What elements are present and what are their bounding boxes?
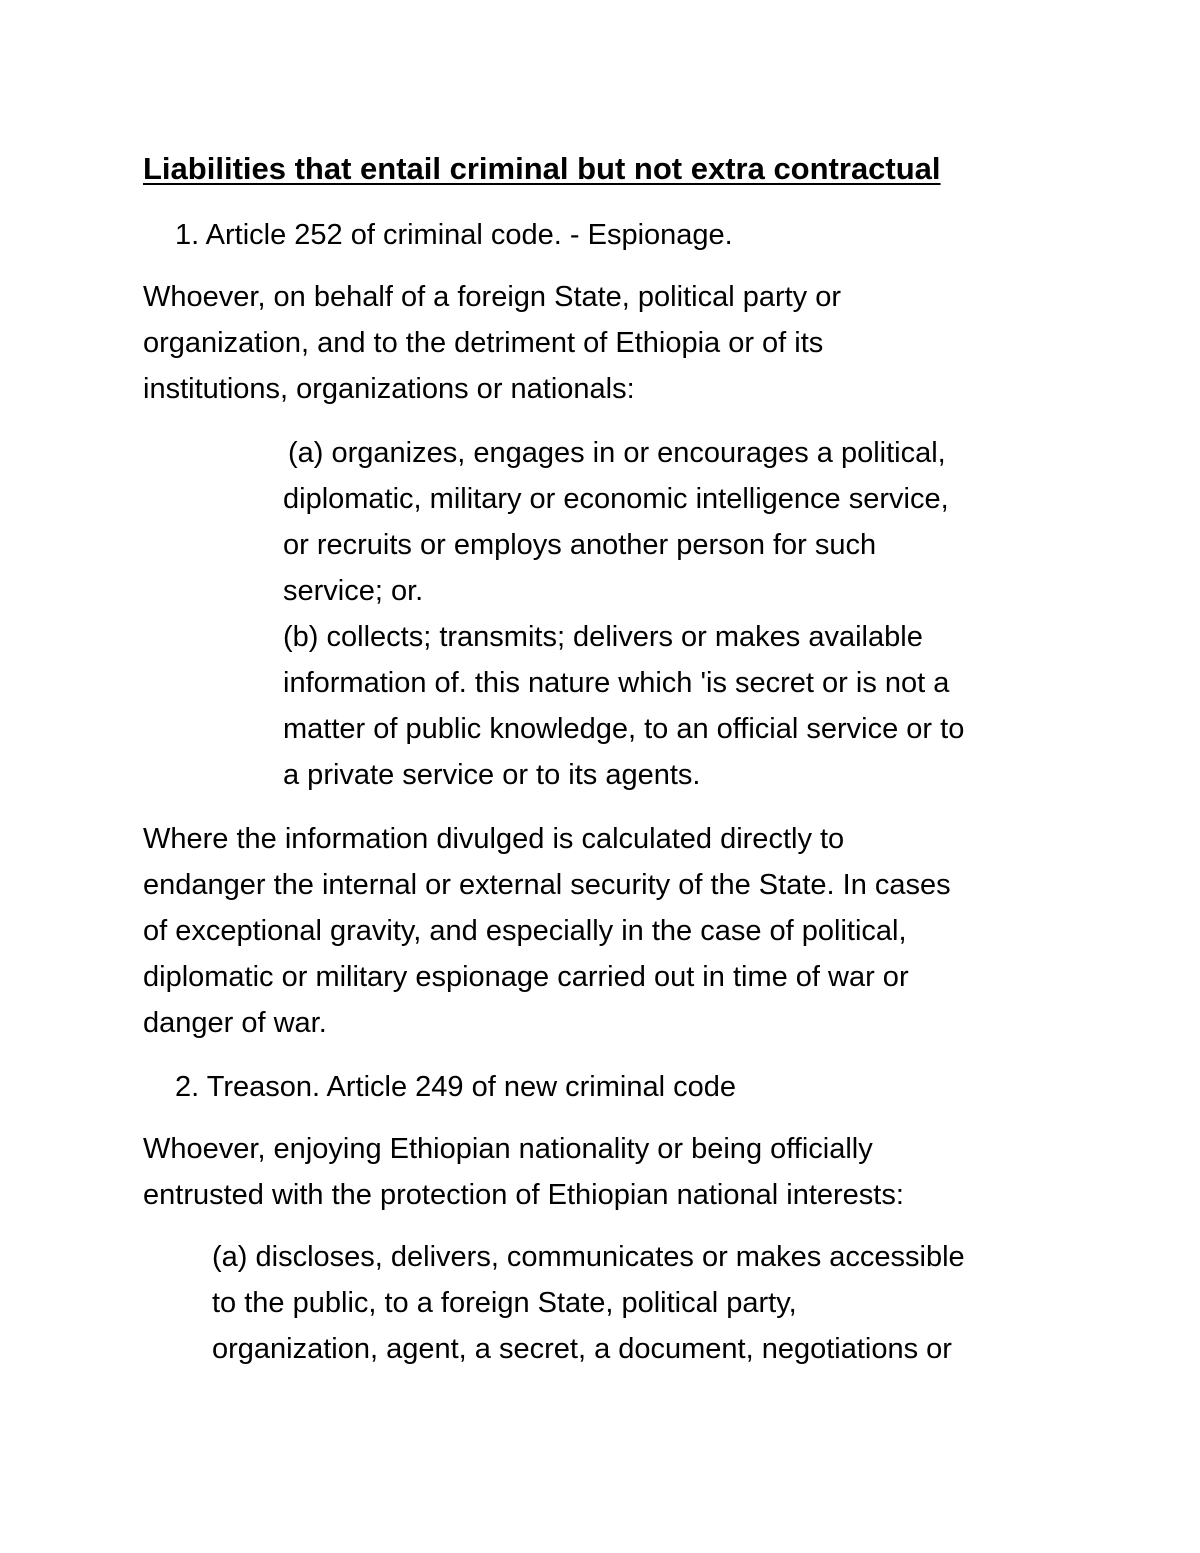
- clause-line: to the public, to a foreign State, political party,: [212, 1287, 797, 1319]
- paragraph-line: organization, and to the detriment of Ethiopia or of its: [143, 327, 824, 359]
- paragraph-line: endanger the internal or external security of the State. In cases: [143, 869, 951, 901]
- document-title: Liabilities that entail criminal but not extra contractual: [143, 151, 941, 186]
- list-item-1: 1. Article 252 of criminal code. - Espionage.: [175, 219, 733, 251]
- paragraph-line: Whoever, enjoying Ethiopian nationality or being officially: [143, 1133, 873, 1165]
- paragraph-line: entrusted with the protection of Ethiopian national interests:: [143, 1179, 904, 1211]
- paragraph-line: danger of war.: [143, 1007, 327, 1039]
- clause-line: matter of public knowledge, to an official service or to: [283, 713, 965, 745]
- clause-line: diplomatic, military or economic intelligence service,: [283, 483, 949, 515]
- clause-line: (a) discloses, delivers, communicates or makes accessible: [212, 1241, 965, 1273]
- clause-line: (b) collects; transmits; delivers or makes available: [283, 621, 923, 653]
- list-item-2: 2. Treason. Article 249 of new criminal code: [175, 1071, 736, 1103]
- clause-line: a private service or to its agents.: [283, 759, 701, 791]
- clause-line: service; or.: [283, 575, 424, 607]
- paragraph-line: of exceptional gravity, and especially in the case of political,: [143, 915, 907, 947]
- clause-line: organization, agent, a secret, a document, negotiations or: [212, 1333, 952, 1365]
- paragraph-line: institutions, organizations or nationals:: [143, 373, 635, 405]
- clause-line: or recruits or employs another person for such: [283, 529, 877, 561]
- clause-line: information of. this nature which 'is secret or is not a: [283, 667, 950, 699]
- paragraph-line: Whoever, on behalf of a foreign State, political party or: [143, 281, 842, 313]
- clause-line: (a) organizes, engages in or encourages a political,: [288, 437, 946, 469]
- paragraph-line: diplomatic or military espionage carried out in time of war or: [143, 961, 909, 993]
- paragraph-line: Where the information divulged is calculated directly to: [143, 823, 845, 855]
